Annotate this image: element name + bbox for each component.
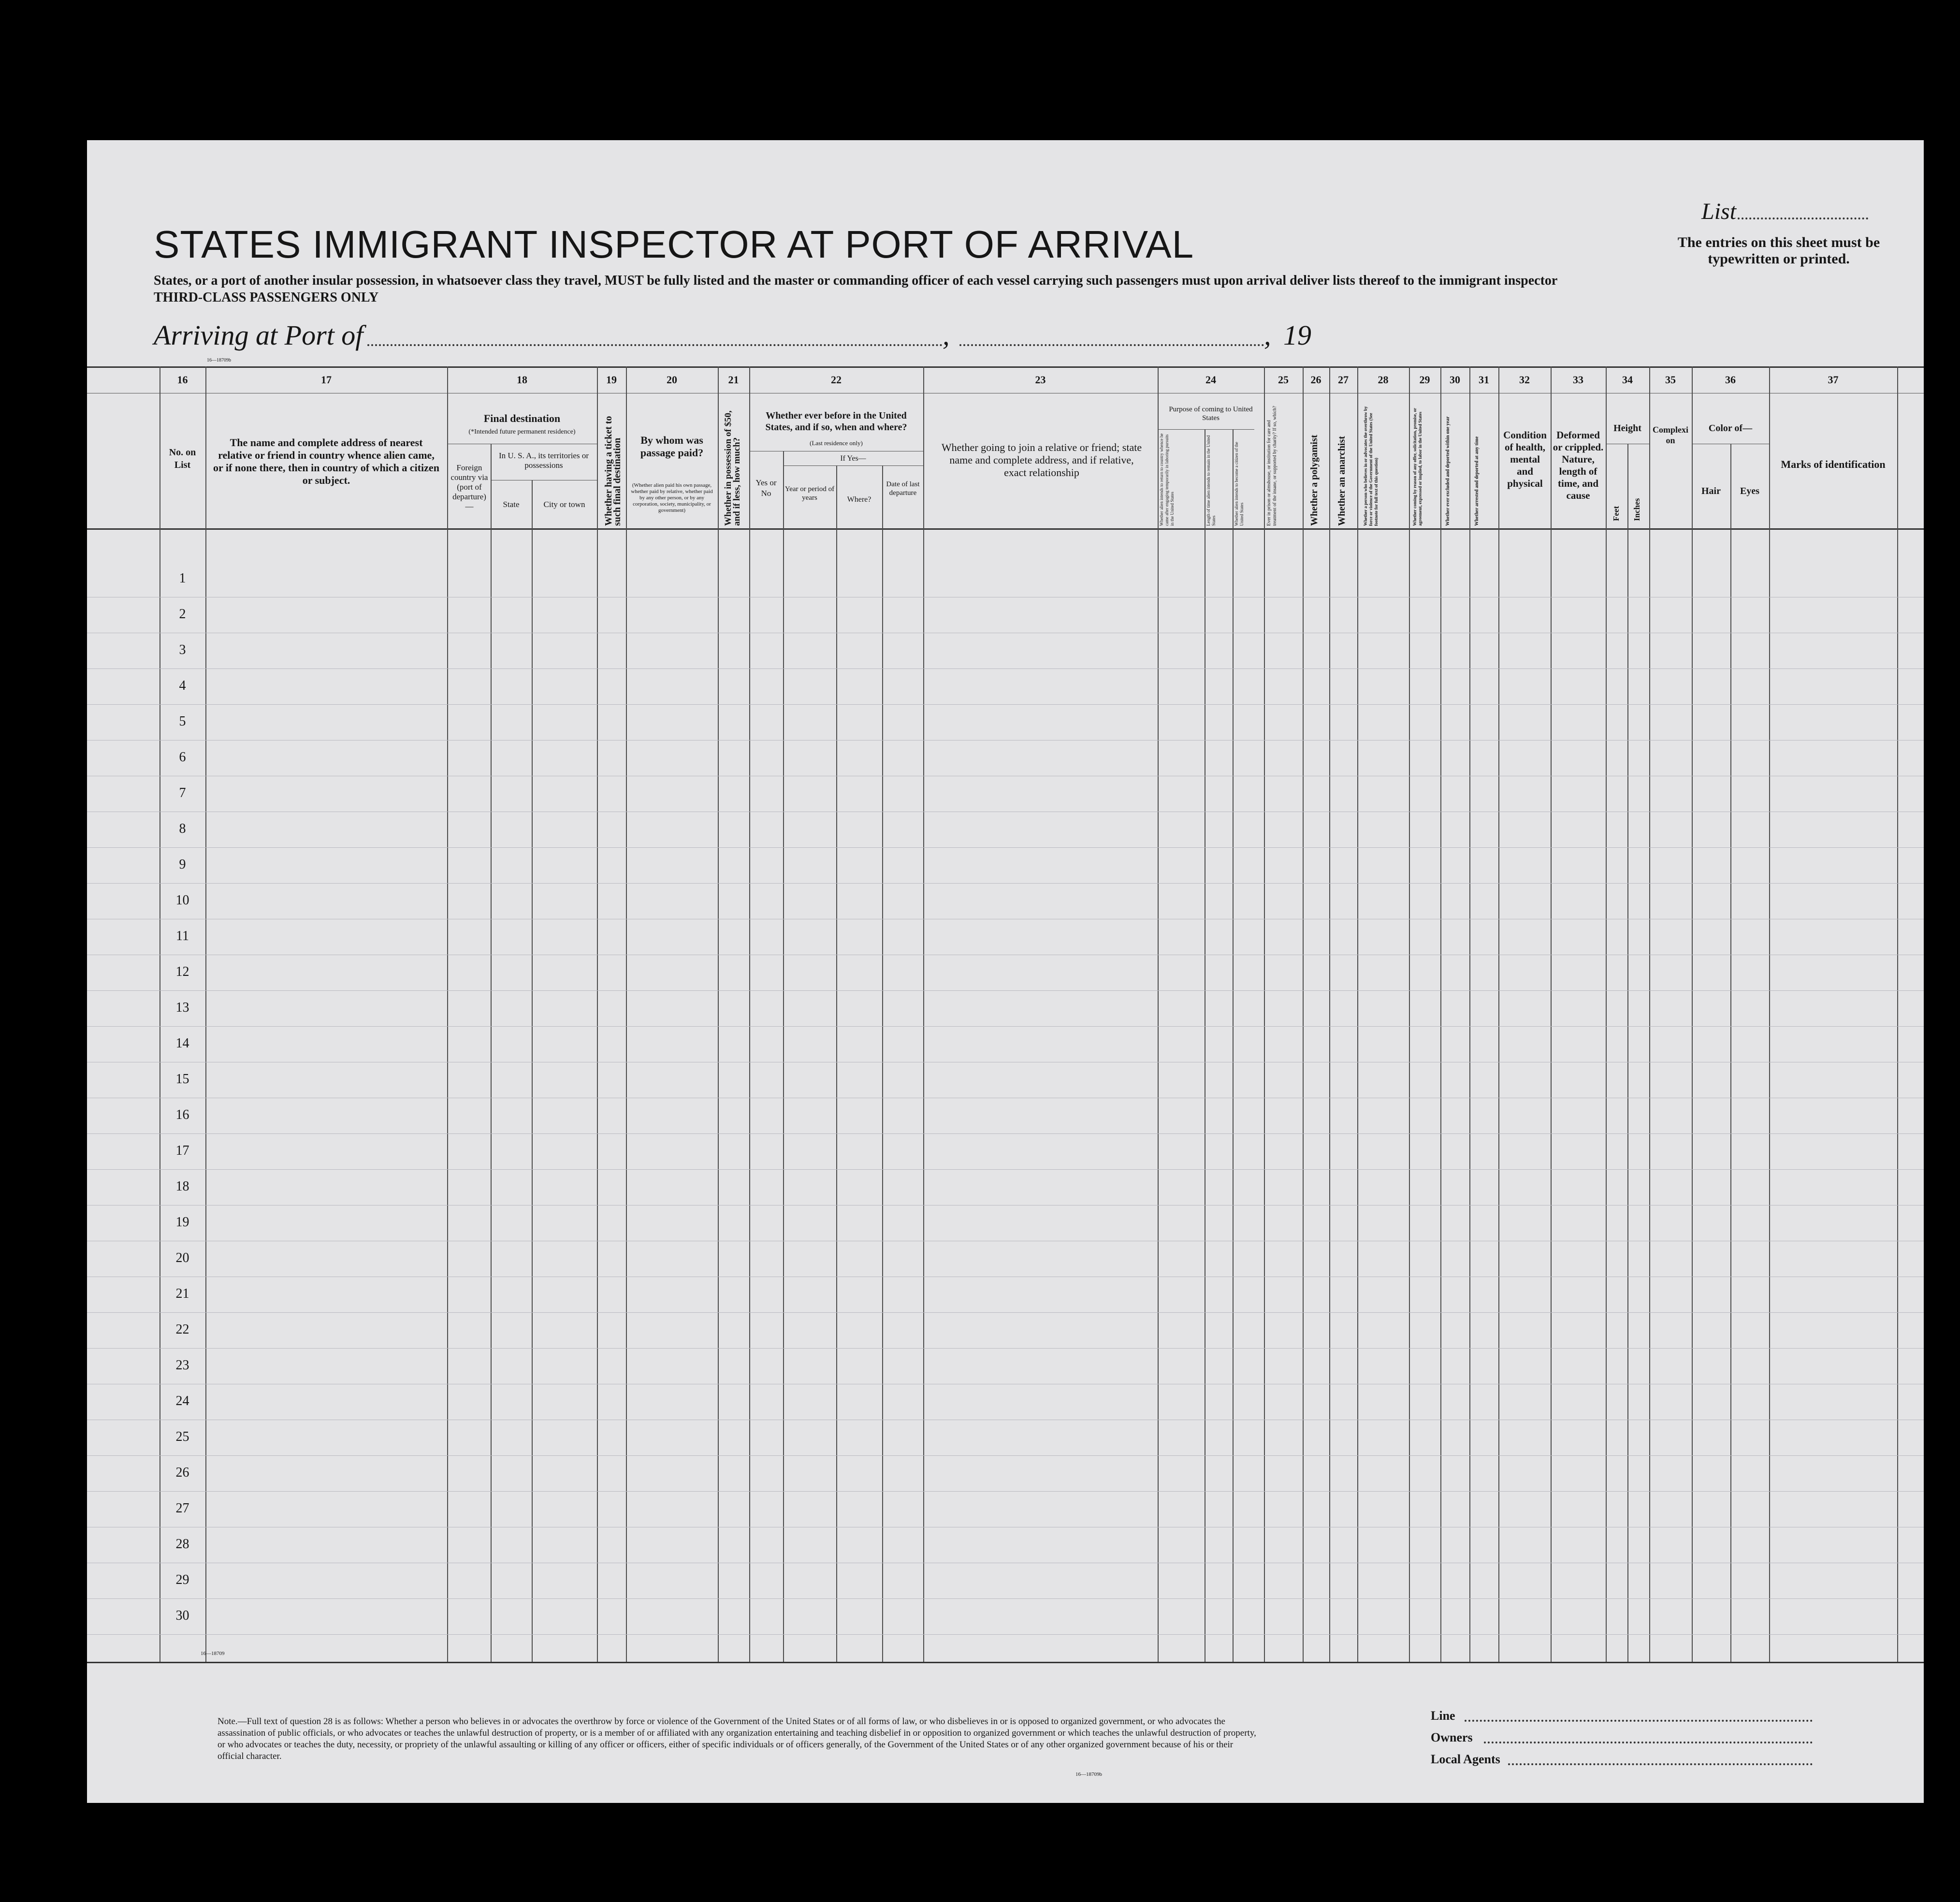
row-number: 25 <box>175 1429 189 1444</box>
col-number-37: 37 <box>1828 374 1839 386</box>
form-code-top: 16—18709b <box>207 358 231 363</box>
row-rule <box>87 704 1924 705</box>
line-field[interactable] <box>1465 1720 1813 1722</box>
header-eyes: Eyes <box>1740 486 1759 496</box>
row-number: 14 <box>175 1036 189 1051</box>
header-purpose-citizen: Whether alien intends to become a citizen of the United States <box>1234 442 1244 526</box>
port-comma-2: , <box>1264 319 1271 351</box>
col-number-20: 20 <box>667 374 677 386</box>
local-agents-field[interactable] <box>1508 1763 1813 1765</box>
row-number: 2 <box>179 607 186 622</box>
footnote-question-28: Note.—Full text of question 28 is as follows: Whether a person who believes in or advocates the overthrow by force or violence of the Government of the United States or of all forms of law, or who disbelieves in or is opposed to organized government, or who advocates the assassination of public officials, or who advocates or teaches the unlawful destruction of property, or is a member of or affiliated with any organization entertaining and teaching disbelief in or opposition to organized government or which teaches the unlawful destruction of property, or who advocates or teaches the duty, necessity, or propriety of the unlawful assaulting or killing of any officer or officers, either of specific individuals or of officers generally, of the Government of the United States or of any other organized government because of his or their official character. <box>218 1716 1256 1761</box>
col-number-31: 31 <box>1479 374 1489 386</box>
arriving-at-port-label: Arriving at Port of <box>154 319 363 351</box>
col-number-36: 36 <box>1725 374 1736 386</box>
header-polygamist: Whether a polygamist <box>1309 435 1320 526</box>
form-title: STATES IMMIGRANT INSPECTOR AT PORT OF ARRIVAL <box>154 223 1194 266</box>
header-ever-before: Whether ever before in the United States, and if so, when and where? <box>765 410 907 433</box>
header-bottom-border <box>87 528 1924 530</box>
header-if-yes: If Yes— <box>840 454 866 463</box>
row-number: 6 <box>179 750 186 765</box>
header-excluded: Whether ever excluded and deported within one year <box>1445 416 1451 526</box>
row-number: 12 <box>175 964 189 979</box>
header-state: State <box>503 500 520 509</box>
col-line <box>1440 366 1441 1662</box>
col-number-34: 34 <box>1622 374 1633 386</box>
form-code-bottom: 16—18709 <box>201 1651 225 1656</box>
col-number-17: 17 <box>321 374 332 386</box>
header-fifty-dollars: Whether in possession of $50, and if less, how much? <box>723 410 742 526</box>
manifest-table <box>87 366 1924 1665</box>
row-number: 11 <box>176 929 189 944</box>
header-no-on-list: No. on List <box>169 447 196 470</box>
col-number-16: 16 <box>177 374 188 386</box>
header-nearest-relative: The name and complete address of nearest relative or friend in country whence alien came, or if none there, then in country of which a citizen or subject. <box>213 436 439 486</box>
header-purpose-length: Length of time alien intends to remain in the United States <box>1206 435 1216 526</box>
col-line <box>1897 366 1898 1662</box>
header-purpose-return: Whether alien intends to return to country whence he came after engaging temporarily in laboring pursuits in the United States <box>1159 433 1175 526</box>
header-prison: Ever in prison or almshouse, or institution for care and treatment of the insane, or supported by charity? If so, which? <box>1266 406 1278 526</box>
col-line <box>1730 444 1731 1662</box>
line-label: Line <box>1431 1709 1455 1723</box>
row-number: 22 <box>175 1322 189 1337</box>
header-passage-paid-sub: (Whether alien paid his own passage, whether paid by relative, whether paid by any other person, or by any corporation, society, municipality, or government) <box>631 482 713 513</box>
col-line <box>1469 366 1470 1662</box>
table-top-border <box>87 366 1924 368</box>
row-number: 26 <box>175 1465 189 1480</box>
col-line <box>491 444 492 1662</box>
col-line <box>718 366 719 1662</box>
col-number-29: 29 <box>1419 374 1430 386</box>
table-bottom-border <box>87 1662 1924 1663</box>
col-number-30: 30 <box>1450 374 1460 386</box>
col-number-21: 21 <box>728 374 739 386</box>
row-number: 20 <box>175 1250 189 1265</box>
row-number: 24 <box>175 1394 189 1408</box>
row-rule <box>87 883 1924 884</box>
col-number-28: 28 <box>1378 374 1389 386</box>
row-number: 4 <box>179 678 186 693</box>
row-number: 17 <box>175 1143 189 1158</box>
col-number-32: 32 <box>1519 374 1530 386</box>
header-in-usa: In U. S. A., its territories or possessions <box>498 451 589 470</box>
col-line <box>1498 366 1499 1662</box>
row-rule <box>87 1133 1924 1134</box>
header-foreign-country: Foreign country via (port of departure)— <box>450 463 488 511</box>
col-number-33: 33 <box>1573 374 1583 386</box>
owners-field[interactable] <box>1484 1742 1813 1743</box>
row-number: 23 <box>175 1358 189 1373</box>
col-line <box>836 465 837 1662</box>
col-line <box>597 366 598 1662</box>
col-line <box>532 480 533 1662</box>
row-rule <box>87 1634 1924 1635</box>
row-rule <box>87 1348 1924 1349</box>
row-rule <box>87 668 1924 669</box>
col-line <box>1551 366 1552 1662</box>
col-line <box>205 366 206 1662</box>
header-labor-offer: Whether coming by reason of any offer, solicitation, promise, or agreement, expressed or implied, to labor in the United States <box>1412 408 1423 526</box>
col-number-22: 22 <box>831 374 842 386</box>
row-number: 3 <box>179 642 186 657</box>
col-line <box>1264 366 1265 1662</box>
form-code-note: 16—18709b <box>1075 1771 1102 1777</box>
row-rule <box>87 847 1924 848</box>
manifest-sheet <box>87 140 1924 1803</box>
list-number-field[interactable] <box>1738 218 1868 219</box>
row-number: 10 <box>175 893 189 908</box>
col-line <box>1303 366 1304 1662</box>
col-line <box>447 366 448 1662</box>
col-line <box>1627 444 1628 1662</box>
port-comma: , <box>943 319 950 351</box>
header-passage-paid: By whom was passage paid? <box>640 434 704 459</box>
c24-subline <box>1158 429 1254 430</box>
row-number: 7 <box>179 785 186 800</box>
date-field[interactable] <box>959 344 1264 346</box>
col-number-23: 23 <box>1035 374 1046 386</box>
header-year-period: Year or period of years <box>784 485 835 502</box>
col-line <box>1769 366 1770 1662</box>
col-line <box>749 366 750 1662</box>
row-rule <box>87 1312 1924 1313</box>
passenger-class-line: THIRD-CLASS PASSENGERS ONLY <box>154 290 379 305</box>
col-number-24: 24 <box>1205 374 1216 386</box>
row-rule <box>87 1455 1924 1456</box>
row-number: 5 <box>179 714 186 729</box>
header-inches: Inches <box>1632 498 1641 521</box>
header-deformed: Deformed or crippled. Nature, length of time, and cause <box>1553 429 1604 501</box>
header-complexion: Complexion <box>1653 425 1688 445</box>
col-line <box>1649 366 1650 1662</box>
col-line <box>1606 366 1607 1662</box>
header-overthrow: Whether a person who believes in or advocates the overthrow by force or violence of the Government of the United States (See footnote for full text of this question) <box>1363 406 1379 526</box>
col-line <box>1158 366 1159 1662</box>
col-line <box>882 465 883 1662</box>
row-number: 16 <box>175 1107 189 1122</box>
row-rule <box>87 1598 1924 1599</box>
col-number-25: 25 <box>1278 374 1289 386</box>
col-line <box>923 366 924 1662</box>
row-number: 13 <box>175 1000 189 1015</box>
header-final-destination: Final destination <box>483 412 561 424</box>
header-health: Condition of health, mental and physical <box>1503 429 1547 489</box>
col-line <box>1409 366 1410 1662</box>
list-label: List <box>1701 199 1737 224</box>
header-hair: Hair <box>1701 486 1721 496</box>
row-number: 9 <box>179 857 186 872</box>
row-number: 1 <box>179 571 186 586</box>
header-color-of: Color of— <box>1708 423 1753 434</box>
header-date-departure: Date of last departure <box>886 480 920 497</box>
header-marks: Marks of identification <box>1781 458 1886 470</box>
year-prefix: 19 <box>1283 319 1311 351</box>
row-rule <box>87 1026 1924 1027</box>
col-line <box>1692 366 1693 1662</box>
col-line <box>1357 366 1358 1662</box>
col-line <box>626 366 627 1662</box>
header-ticket: Whether having a ticket to such final destination <box>603 416 623 526</box>
header-anarchist: Whether an anarchist <box>1336 436 1347 526</box>
row-number: 18 <box>175 1179 189 1194</box>
header-last-residence: (Last residence only) <box>810 439 863 447</box>
row-number: 19 <box>175 1215 189 1230</box>
row-number: 8 <box>179 821 186 836</box>
row-number: 27 <box>175 1501 189 1516</box>
col-number-35: 35 <box>1665 374 1676 386</box>
header-join-relative: Whether going to join a relative or friend; state name and complete address, and if relative, exact relationship <box>941 441 1142 479</box>
header-where: Where? <box>847 495 871 504</box>
col-number-19: 19 <box>606 374 617 386</box>
col-number-18: 18 <box>517 374 527 386</box>
col-number-27: 27 <box>1338 374 1349 386</box>
header-feet: Feet <box>1612 506 1621 521</box>
port-field[interactable] <box>367 344 943 346</box>
row-rule <box>87 1491 1924 1492</box>
owners-label: Owners <box>1431 1730 1473 1744</box>
row-number: 28 <box>175 1537 189 1552</box>
row-number: 21 <box>175 1286 189 1301</box>
col-number-26: 26 <box>1310 374 1321 386</box>
row-number: 15 <box>175 1072 189 1087</box>
instructions-text: States, or a port of another insular possession, in whatsoever class they travel, MUST be fully listed and the master or commanding officer of each vessel carrying such passengers must upon arrival deliver lists thereof to the immigrant inspector <box>154 273 1558 288</box>
row-rule <box>87 990 1924 991</box>
header-final-destination-sub: (*Intended future permanent residence) <box>468 428 576 436</box>
row-rule <box>87 1169 1924 1170</box>
header-yes-no: Yes or No <box>755 478 777 498</box>
col-line <box>1329 366 1330 1662</box>
c22-ifyes-subline <box>783 465 923 466</box>
header-city: City or town <box>543 500 585 509</box>
entries-note: The entries on this sheet must be typewritten or printed. <box>1677 234 1880 267</box>
header-purpose: Purpose of coming to United States <box>1169 406 1253 422</box>
row-number: 30 <box>175 1608 189 1623</box>
local-agents-label: Local Agents <box>1431 1752 1500 1766</box>
row-number: 29 <box>175 1572 189 1587</box>
col-line <box>1233 429 1234 1662</box>
header-height: Height <box>1613 423 1641 434</box>
header-arrested: Whether arrested and deported at any time <box>1474 436 1480 526</box>
